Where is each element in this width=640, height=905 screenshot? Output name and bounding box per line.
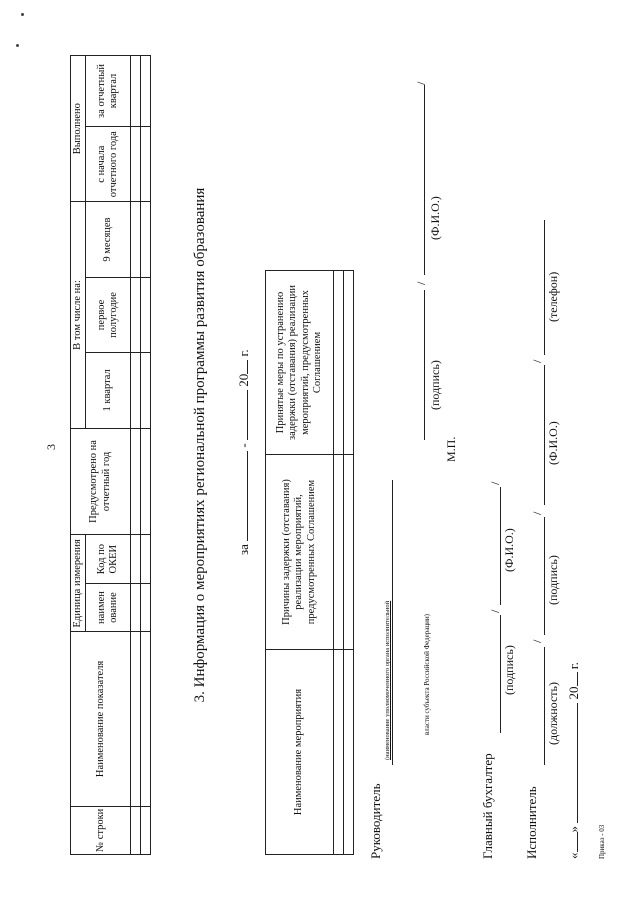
- page-number: 3: [44, 444, 58, 450]
- separator-slash: /: [414, 281, 428, 285]
- separator-slash: /: [530, 511, 544, 515]
- period-year-suffix: г.: [236, 349, 251, 357]
- period-line: за - 20 г.: [236, 349, 251, 555]
- header-planned: Предусмотрено на отчетный год: [71, 428, 131, 535]
- table-row: [334, 271, 344, 855]
- table-row: [344, 271, 354, 855]
- header-q1: 1 квартал: [86, 353, 131, 428]
- date-open-quote: «: [566, 852, 581, 859]
- footer-note: Приказ - 03: [598, 824, 606, 859]
- separator-slash: /: [488, 609, 502, 613]
- stamp-place: М.П.: [444, 436, 458, 462]
- executor-position-line: [544, 647, 545, 765]
- executor-phone-caption: (телефон): [546, 271, 560, 322]
- header-reasons: Причины задержки (отставания) реализации мероприятий, предусмотренных Соглашением: [266, 455, 334, 650]
- accountant-signature-line: [500, 615, 501, 733]
- executor-signature-line: [544, 517, 545, 635]
- executor-fio-caption: (Ф.И.О.): [546, 421, 560, 465]
- date-close-quote: »: [566, 826, 581, 833]
- head-fio-line: [424, 85, 425, 275]
- events-table: [265, 270, 354, 855]
- head-org-note: (наименование уполномоченного органа исполнительной: [384, 600, 391, 760]
- date-year-suffix: г.: [566, 662, 581, 670]
- header-quarter: за отчетный квартал: [86, 56, 131, 127]
- header-done: Выполнено: [71, 56, 86, 202]
- executor-phone-line: [544, 220, 545, 355]
- head-org-note-2: власти субъекта Российской Федерации): [423, 614, 431, 735]
- executor-position-caption: (должность): [546, 682, 560, 745]
- separator-slash: /: [530, 359, 544, 363]
- header-nine-months: 9 месяцев: [86, 202, 131, 277]
- header-since-start: с начала отчетного года: [86, 126, 131, 201]
- separator-slash: /: [530, 639, 544, 643]
- date-line: [566, 662, 582, 859]
- table-row: [131, 56, 141, 855]
- header-event-name: Наименование мероприятия: [266, 650, 334, 855]
- header-unit-name: наимен ование: [86, 583, 131, 631]
- header-including: В том числе на:: [71, 202, 86, 428]
- executor-fio-line: [544, 365, 545, 505]
- head-signature-line: [424, 290, 425, 440]
- head-label: Руководитель: [368, 783, 383, 859]
- table-row: [141, 56, 151, 855]
- header-unit-code: Код по ОКЕИ: [86, 535, 131, 583]
- separator-slash: /: [488, 481, 502, 485]
- date-year: 20: [566, 686, 581, 700]
- period-year: 20: [236, 373, 251, 387]
- head-signature-caption: (подпись): [428, 360, 442, 410]
- head-fio-caption: (Ф.И.О.): [428, 196, 442, 240]
- header-measures: Принятые меры по устранению задержки (отставания) реализации мероприятий, предусмотренных Соглашением: [266, 271, 334, 455]
- executor-label: Исполнитель: [524, 786, 539, 859]
- separator-slash: /: [414, 81, 428, 85]
- head-org-line: [392, 480, 393, 765]
- header-row-number: № строки: [71, 806, 131, 854]
- header-indicator-name: Наименование показателя: [71, 632, 131, 806]
- accountant-label: Главный бухгалтер: [480, 753, 495, 859]
- executor-signature-caption: (подпись): [546, 555, 560, 605]
- accountant-signature-caption: (подпись): [502, 645, 516, 695]
- accountant-fio-line: [500, 487, 501, 605]
- accountant-fio-caption: (Ф.И.О.): [502, 528, 516, 572]
- period-prefix: за: [236, 544, 251, 555]
- section-title: 3. Информация о мероприятиях региональной программы развития образования: [192, 187, 208, 703]
- header-half-year: первое полугодие: [86, 277, 131, 352]
- header-unit: Единица измерения: [71, 535, 86, 632]
- indicator-table: [70, 55, 151, 855]
